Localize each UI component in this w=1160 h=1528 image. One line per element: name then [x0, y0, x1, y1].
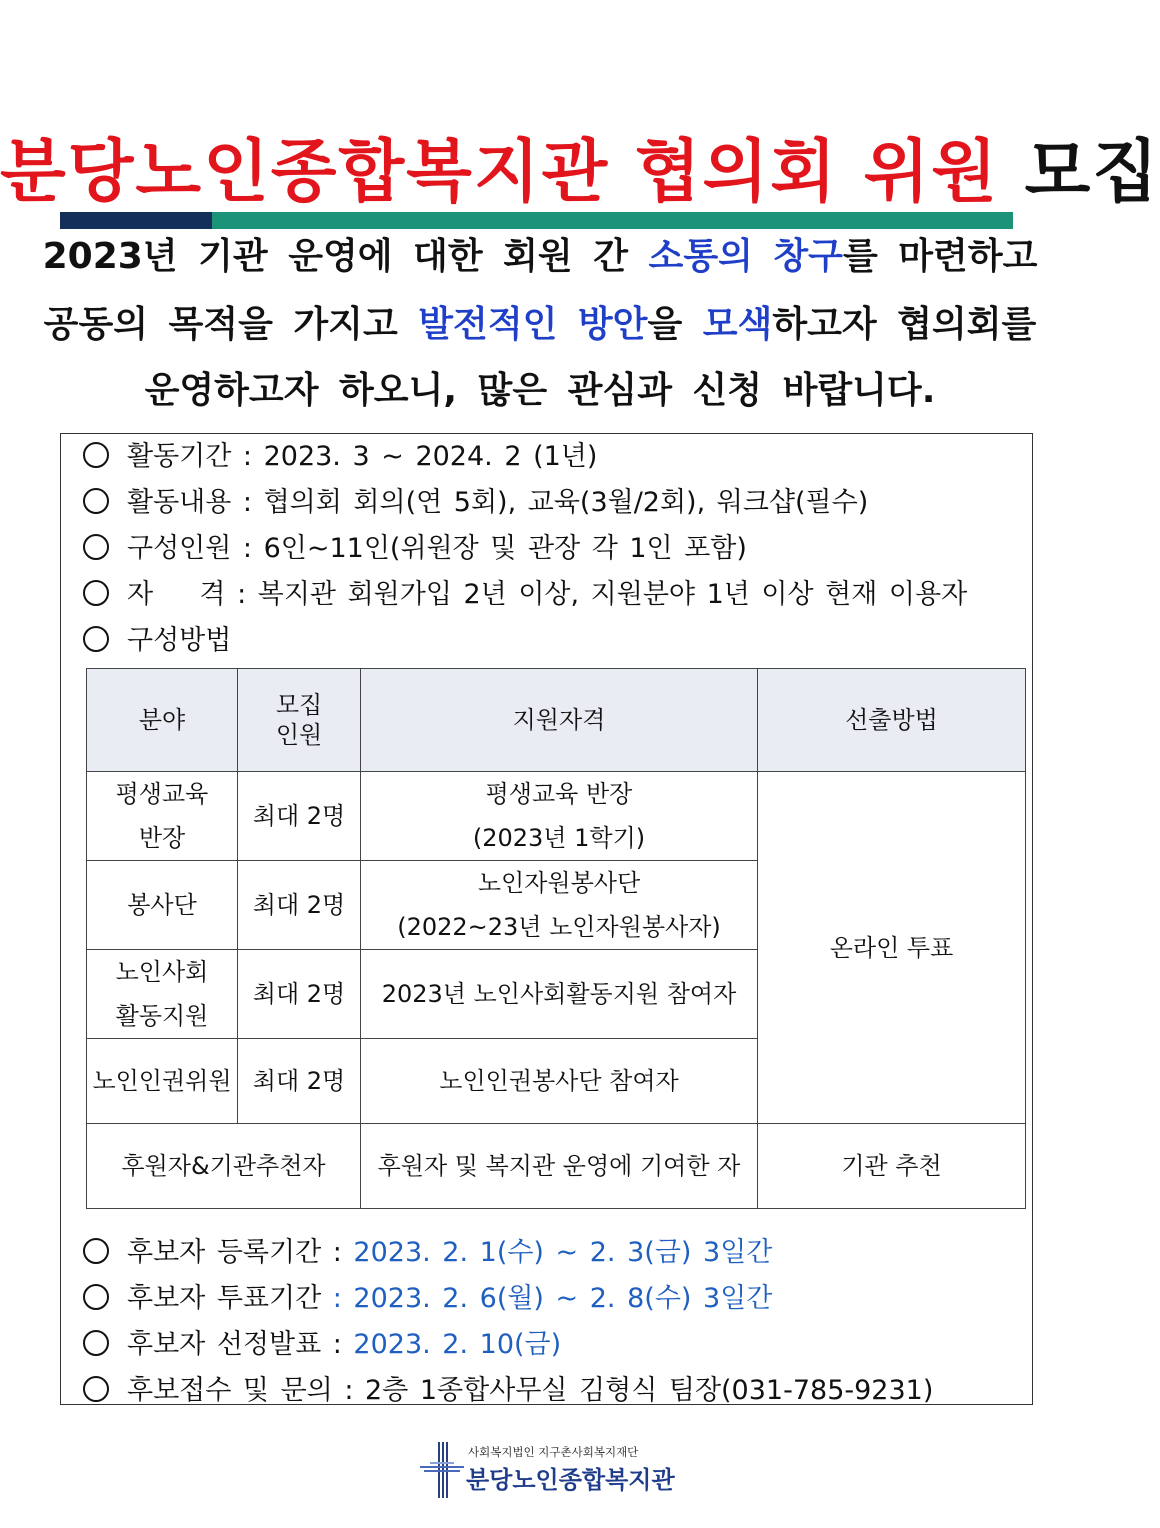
recruit-table [86, 668, 1026, 1209]
circle-bullet-icon [83, 1284, 109, 1310]
table-header: 선출방법 [758, 669, 1026, 772]
schedule-item: 후보접수 및 문의 : 2층 1종합사무실 김형식 팀장(031-785-9231) [83, 1368, 933, 1407]
table-header: 모집 인원 [238, 669, 361, 772]
table-header: 분야 [87, 669, 238, 772]
table-header-row [87, 669, 1026, 772]
info-item: 구성방법 [83, 618, 231, 657]
intro-line-3: 운영하고자 하오니, 많은 관심과 신청 바랍니다. [144, 370, 936, 411]
circle-bullet-icon [83, 442, 109, 468]
table-cell: 후원자 및 복지관 운영에 기여한 자 [361, 1124, 758, 1209]
circle-bullet-icon [83, 580, 109, 606]
info-item: 구성인원 : 6인~11인(위원장 및 관장 각 1인 포함) [83, 526, 747, 565]
circle-bullet-icon [83, 1330, 109, 1356]
table-cell: 최대 2명 [238, 950, 361, 1039]
table-cell: 노인인권위원 [87, 1039, 238, 1124]
page-title [0, 118, 1160, 215]
logo-foundation-text: 사회복지법인 지구촌사회복지재단 [468, 1445, 639, 1459]
table-cell: 2023년 노인사회활동지원 참여자 [361, 950, 758, 1039]
logo-org-name: 분당노인종합복지관 [466, 1466, 675, 1494]
circle-bullet-icon [83, 626, 109, 652]
title-underline-navy [60, 212, 212, 229]
table-cell: 노인사회 활동지원 [87, 950, 238, 1039]
info-item: 활동내용 : 협의회 회의(연 5회), 교육(3월/2회), 워크샵(필수) [83, 480, 868, 519]
table-cell: 노인자원봉사단 (2022~23년 노인자원봉사자) [361, 861, 758, 950]
title-red: 분당노인종합복지관 협의회 위원 [0, 133, 999, 212]
table-cell: 최대 2명 [238, 861, 361, 950]
circle-bullet-icon [83, 534, 109, 560]
info-item: 자 격 : 복지관 회원가입 2년 이상, 지원분야 1년 이상 현재 이용자 [83, 572, 967, 611]
table-header: 지원자격 [361, 669, 758, 772]
intro-line-2: 공동의 목적을 가지고 발전적인 방안을 모색하고자 협의회를 [43, 304, 1037, 345]
table-cell-method: 온라인 투표 [758, 772, 1026, 1124]
intro-line-1: 2023년 기관 운영에 대한 회원 간 소통의 창구를 마련하고 [42, 236, 1038, 277]
schedule-item: 후보자 투표기간 : 2023. 2. 6(월) ~ 2. 8(수) 3일간 [83, 1276, 772, 1315]
title-underline-teal [212, 212, 1013, 229]
table-cell: 기관 추천 [758, 1124, 1026, 1209]
circle-bullet-icon [83, 1376, 109, 1402]
info-item: 활동기간 : 2023. 3 ~ 2024. 2 (1년) [83, 434, 597, 473]
info-box [60, 433, 1033, 1405]
table-cell: 최대 2명 [238, 1039, 361, 1124]
table-cell: 노인인권봉사단 참여자 [361, 1039, 758, 1124]
cross-logo-icon [420, 1442, 464, 1498]
org-logo [420, 1440, 680, 1500]
title-black: 모집 [1024, 133, 1160, 212]
schedule-item: 후보자 등록기간 : 2023. 2. 1(수) ~ 2. 3(금) 3일간 [83, 1230, 772, 1269]
table-cell: 봉사단 [87, 861, 238, 950]
table-cell: 후원자&기관추천자 [87, 1124, 361, 1209]
table-row [87, 1124, 1026, 1209]
circle-bullet-icon [83, 488, 109, 514]
circle-bullet-icon [83, 1238, 109, 1264]
table-cell: 평생교육 반장 [87, 772, 238, 861]
table-cell: 최대 2명 [238, 772, 361, 861]
schedule-item: 후보자 선정발표 : 2023. 2. 10(금) [83, 1322, 561, 1361]
table-row [87, 772, 1026, 861]
table-cell: 평생교육 반장 (2023년 1학기) [361, 772, 758, 861]
